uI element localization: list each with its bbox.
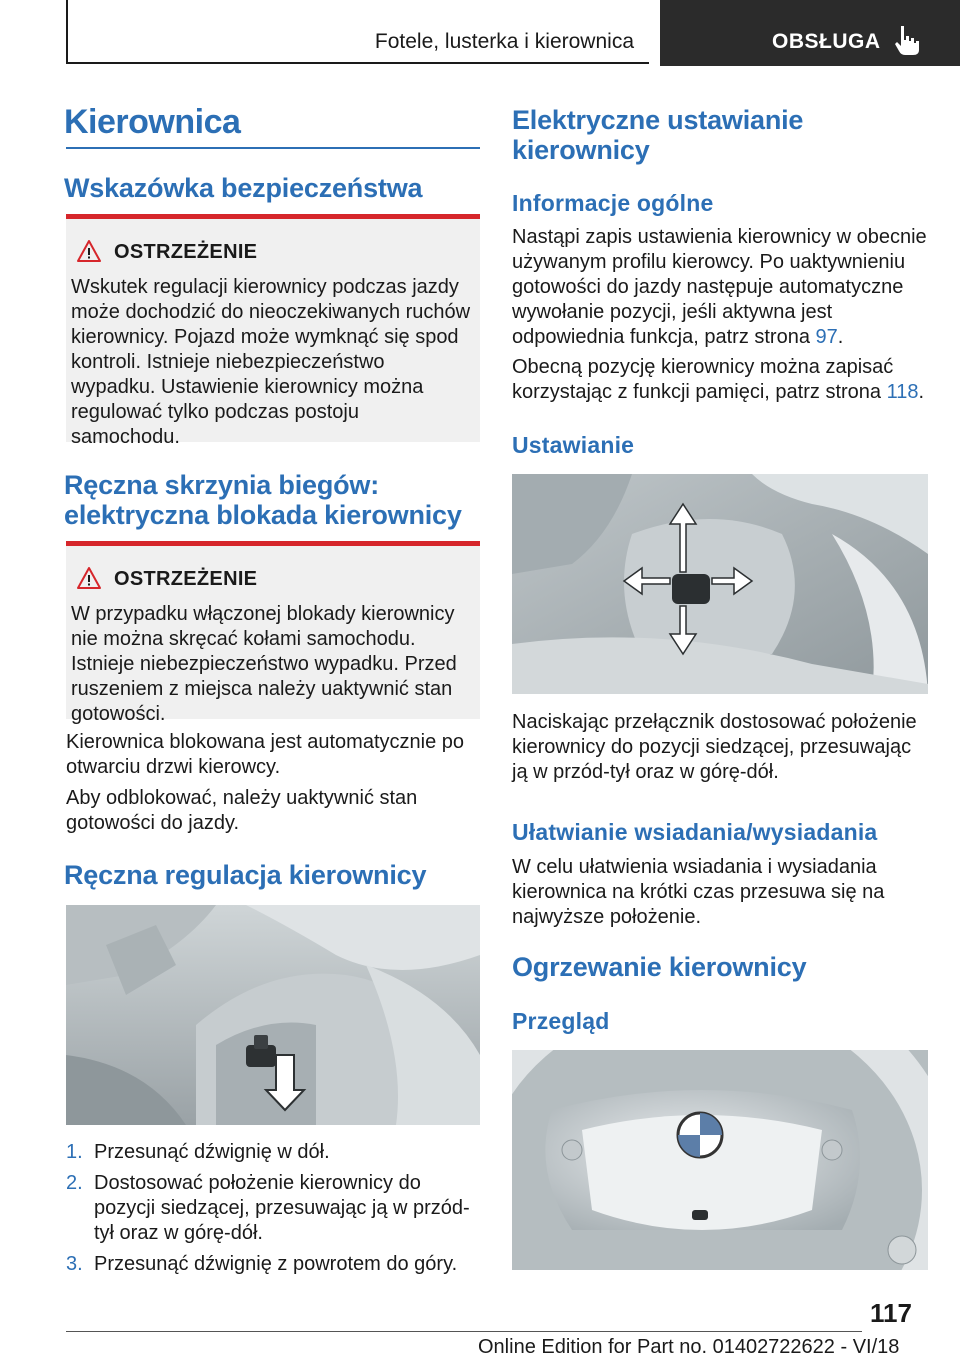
- page-link-118[interactable]: 118: [886, 381, 919, 403]
- footer-rule: [66, 1331, 862, 1332]
- warning-title: OSTRZEŻENIE: [114, 568, 258, 590]
- warning-box-steering-lock: [66, 541, 480, 725]
- electric-switch-photo: [512, 474, 928, 694]
- manual-lever-photo: [66, 905, 480, 1125]
- list-item: [66, 1140, 480, 1165]
- section-tab[interactable]: [660, 0, 960, 66]
- easy-entry-paragraph: W celu ułatwienia wsiadania i wysiadania kierownica na krótki czas przesuwa się na najwyższe położenie.: [512, 856, 885, 928]
- electric-adjust-heading: Elektryczne ustawianie kierownicy: [512, 105, 804, 165]
- adjust-steps-list: [66, 1140, 480, 1283]
- chapter-title: Fotele, lusterka i kierownica: [374, 30, 634, 53]
- general-info-heading: Informacje ogólne: [512, 190, 714, 216]
- general-paragraph-1-text: Nastąpi zapis ustawienia kierownicy w obecnie używanym profilu kierowcy. Po uaktywnieniu gotowości do jazdy następuje automatyczne wywołanie pozycji, jeśli aktywna jest odpowiednia funkcja, patrz strona: [512, 226, 927, 348]
- safety-heading: Wskazówka bezpieczeństwa: [64, 173, 423, 203]
- warning-text: W przypadku włączonej blokady kierownicy nie można skręcać kołami samochodu. Istnieje niebezpieczeństwo wypadku. Przed ruszeniem z miejsca należy uaktywnić stan gotowości.: [71, 603, 457, 725]
- title-rule: [66, 147, 480, 149]
- warning-box-steering-adjust: [66, 214, 480, 448]
- manual-adjust-heading: Ręczna regulacja kierownicy: [64, 860, 427, 890]
- warning-title: OSTRZEŻENIE: [114, 241, 258, 263]
- setting-heading: Ustawianie: [512, 432, 635, 458]
- step-text: Dostosować położenie kierownicy do pozycji siedzącej, przesuwając ją w przód-tył oraz w górę-dół.: [94, 1172, 470, 1244]
- list-item: [66, 1171, 480, 1246]
- manual-lock-heading: Ręczna skrzynia biegów: elektryczna blokada kierownicy: [64, 470, 462, 530]
- page-link-97[interactable]: 97: [815, 326, 838, 348]
- heating-heading: Ogrzewanie kierownicy: [512, 952, 807, 982]
- step-text: Przesunąć dźwignię w dół.: [94, 1141, 330, 1163]
- general-paragraph-1-end: .: [837, 326, 844, 348]
- lock-paragraph-1: Kierownica blokowana jest automatycznie po otwarciu drzwi kierowcy.: [66, 731, 464, 778]
- general-paragraph-2: [512, 355, 928, 405]
- page-number: 117: [870, 1298, 912, 1328]
- general-paragraph-2-text: Obecną pozycję kierownicy można zapisać korzystając z funkcji pamięci, patrz strona: [512, 356, 894, 403]
- list-item: [66, 1252, 480, 1277]
- step-number: 1.: [66, 1141, 83, 1163]
- step-number: 3.: [66, 1253, 83, 1275]
- section-tab-label: OBSŁUGA: [772, 30, 881, 53]
- edition-note: Online Edition for Part no. 01402722622 - VI/18: [478, 1336, 900, 1358]
- general-paragraph-1: [512, 225, 928, 350]
- general-paragraph-2-end: .: [918, 381, 925, 403]
- easy-entry-heading: Ułatwianie wsiadania/wysiadania: [512, 819, 878, 845]
- steering-wheel-photo: [512, 1050, 928, 1270]
- page-title: Kierownica: [64, 103, 241, 141]
- warning-text: Wskutek regulacji kierownicy podczas jazdy może dochodzić do nieoczekiwanych ruchów kierownicy. Pojazd może wymknąć się spod kontroli. Istnieje niebezpieczeństwo wypadku. Ustawienie kierownicy można regulować tylko podczas postoju samochodu.: [71, 276, 471, 448]
- overview-heading: Przegląd: [512, 1008, 610, 1034]
- hand-pointer-icon: [892, 22, 922, 56]
- warning-triangle-icon: [76, 566, 102, 590]
- lock-paragraph-2: Aby odblokować, należy uaktywnić stan gotowości do jazdy.: [66, 787, 418, 834]
- step-number: 2.: [66, 1172, 83, 1194]
- step-text: Przesunąć dźwignię z powrotem do góry.: [94, 1253, 458, 1275]
- warning-triangle-icon: [76, 239, 102, 263]
- setting-paragraph: Naciskając przełącznik dostosować położenie kierownicy do pozycji siedzącej, przesuwając ją w przód-tył oraz w górę-dół.: [512, 711, 917, 783]
